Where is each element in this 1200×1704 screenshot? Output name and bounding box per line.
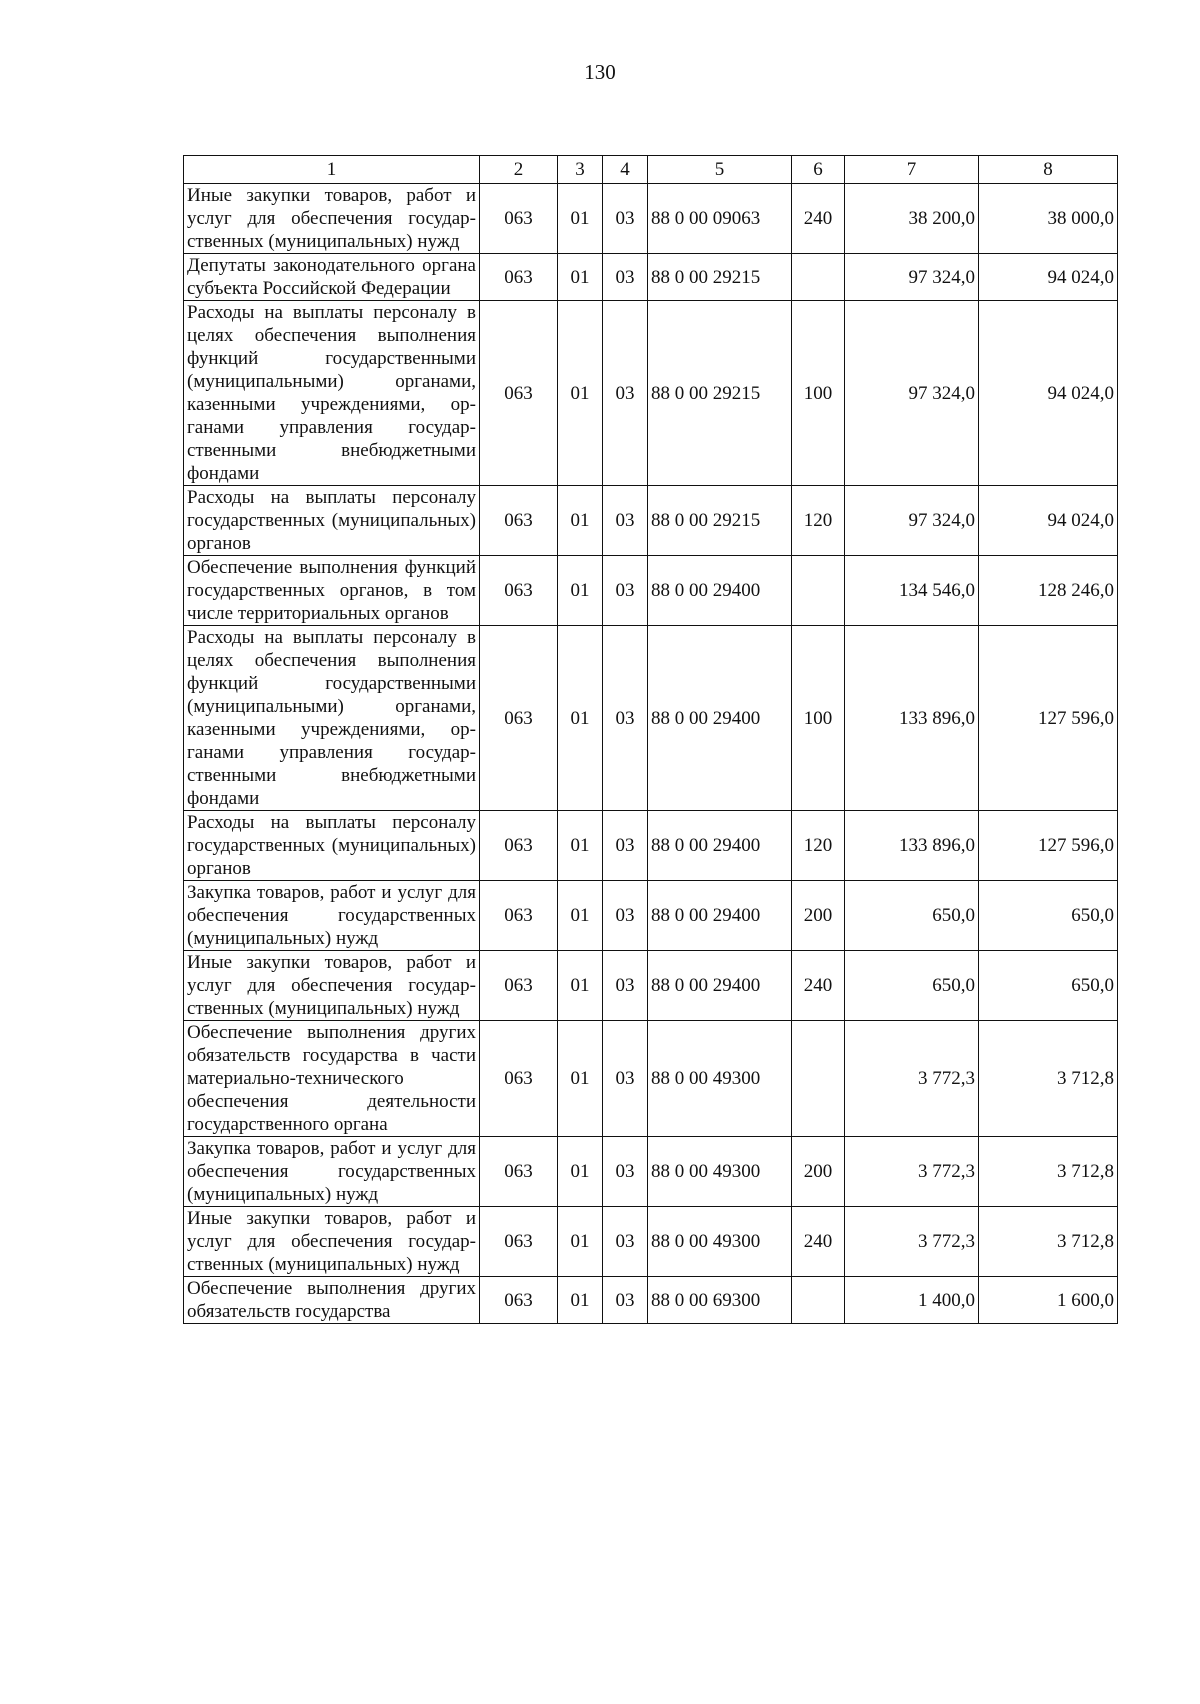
cell-code-5: 88 0 00 29400 bbox=[648, 626, 792, 811]
cell-code-3: 01 bbox=[558, 811, 603, 881]
table-row bbox=[184, 486, 1118, 556]
table-row bbox=[184, 1137, 1118, 1207]
cell-name: Расходы на выплаты персоналу государственных (муниципальных) органов bbox=[184, 811, 480, 881]
cell-amount-8: 38 000,0 bbox=[979, 184, 1118, 254]
cell-code-4: 03 bbox=[603, 486, 648, 556]
cell-amount-8: 650,0 bbox=[979, 951, 1118, 1021]
header-row bbox=[184, 156, 1118, 184]
cell-amount-8: 128 246,0 bbox=[979, 556, 1118, 626]
cell-code-2: 063 bbox=[480, 811, 558, 881]
cell-code-3: 01 bbox=[558, 1021, 603, 1137]
table-row bbox=[184, 811, 1118, 881]
cell-code-5: 88 0 00 09063 bbox=[648, 184, 792, 254]
cell-code-3: 01 bbox=[558, 626, 603, 811]
cell-amount-7: 133 896,0 bbox=[845, 626, 979, 811]
cell-amount-8: 650,0 bbox=[979, 881, 1118, 951]
cell-code-3: 01 bbox=[558, 1137, 603, 1207]
cell-code-2: 063 bbox=[480, 184, 558, 254]
cell-name: Иные закупки товаров, работ и услуг для обеспечения государственных (муниципальных) нужд bbox=[184, 951, 480, 1021]
cell-code-6 bbox=[792, 1277, 845, 1324]
cell-name: Расходы на выплаты персоналу государственных (муниципальных) органов bbox=[184, 486, 480, 556]
header-col-7: 7 bbox=[845, 156, 979, 184]
cell-code-6: 240 bbox=[792, 1207, 845, 1277]
cell-code-6: 120 bbox=[792, 811, 845, 881]
cell-code-5: 88 0 00 69300 bbox=[648, 1277, 792, 1324]
cell-name: Расходы на выплаты персоналу в целях обеспечения выполнения функций государственными (муниципальными) органами, казенными учреждениями, органами управления государственными внебюджетными фондами bbox=[184, 626, 480, 811]
cell-code-3: 01 bbox=[558, 486, 603, 556]
cell-code-2: 063 bbox=[480, 486, 558, 556]
cell-code-5: 88 0 00 29400 bbox=[648, 881, 792, 951]
cell-code-6: 240 bbox=[792, 951, 845, 1021]
cell-code-2: 063 bbox=[480, 301, 558, 486]
cell-code-3: 01 bbox=[558, 556, 603, 626]
cell-code-2: 063 bbox=[480, 1021, 558, 1137]
table-row bbox=[184, 1021, 1118, 1137]
cell-code-5: 88 0 00 49300 bbox=[648, 1021, 792, 1137]
header-col-2: 2 bbox=[480, 156, 558, 184]
table-row bbox=[184, 626, 1118, 811]
cell-code-5: 88 0 00 29400 bbox=[648, 951, 792, 1021]
cell-code-6: 200 bbox=[792, 881, 845, 951]
cell-amount-7: 97 324,0 bbox=[845, 301, 979, 486]
cell-code-5: 88 0 00 29215 bbox=[648, 486, 792, 556]
cell-amount-7: 650,0 bbox=[845, 881, 979, 951]
cell-amount-7: 3 772,3 bbox=[845, 1137, 979, 1207]
table-row bbox=[184, 1207, 1118, 1277]
cell-code-2: 063 bbox=[480, 626, 558, 811]
cell-amount-7: 650,0 bbox=[845, 951, 979, 1021]
cell-code-6: 100 bbox=[792, 301, 845, 486]
cell-code-2: 063 bbox=[480, 881, 558, 951]
cell-code-4: 03 bbox=[603, 951, 648, 1021]
cell-code-5: 88 0 00 29400 bbox=[648, 811, 792, 881]
cell-name: Обеспечение выполнения других обязательств государства bbox=[184, 1277, 480, 1324]
cell-amount-8: 3 712,8 bbox=[979, 1207, 1118, 1277]
cell-code-4: 03 bbox=[603, 301, 648, 486]
header-col-1: 1 bbox=[184, 156, 480, 184]
cell-amount-8: 94 024,0 bbox=[979, 486, 1118, 556]
cell-amount-7: 1 400,0 bbox=[845, 1277, 979, 1324]
page-number: 130 bbox=[584, 60, 616, 84]
cell-code-3: 01 bbox=[558, 301, 603, 486]
cell-code-3: 01 bbox=[558, 184, 603, 254]
cell-code-4: 03 bbox=[603, 1137, 648, 1207]
table-row bbox=[184, 881, 1118, 951]
cell-code-4: 03 bbox=[603, 626, 648, 811]
header-col-6: 6 bbox=[792, 156, 845, 184]
cell-name: Закупка товаров, работ и услуг для обеспечения государственных (муниципальных) нужд bbox=[184, 881, 480, 951]
cell-code-6: 120 bbox=[792, 486, 845, 556]
cell-code-6 bbox=[792, 254, 845, 301]
cell-amount-7: 3 772,3 bbox=[845, 1207, 979, 1277]
cell-code-5: 88 0 00 49300 bbox=[648, 1207, 792, 1277]
cell-code-2: 063 bbox=[480, 1137, 558, 1207]
cell-amount-8: 127 596,0 bbox=[979, 811, 1118, 881]
table-row bbox=[184, 951, 1118, 1021]
cell-code-4: 03 bbox=[603, 184, 648, 254]
cell-amount-7: 38 200,0 bbox=[845, 184, 979, 254]
cell-code-6 bbox=[792, 556, 845, 626]
cell-name: Закупка товаров, работ и услуг для обеспечения государственных (муниципальных) нужд bbox=[184, 1137, 480, 1207]
cell-amount-7: 134 546,0 bbox=[845, 556, 979, 626]
cell-code-4: 03 bbox=[603, 881, 648, 951]
cell-code-2: 063 bbox=[480, 556, 558, 626]
cell-name: Депутаты законодательного органа субъекта Российской Федерации bbox=[184, 254, 480, 301]
cell-code-4: 03 bbox=[603, 1207, 648, 1277]
cell-name: Иные закупки товаров, работ и услуг для обеспечения государственных (муниципальных) нужд bbox=[184, 1207, 480, 1277]
cell-amount-8: 94 024,0 bbox=[979, 301, 1118, 486]
cell-code-4: 03 bbox=[603, 1021, 648, 1137]
cell-code-4: 03 bbox=[603, 254, 648, 301]
cell-amount-8: 94 024,0 bbox=[979, 254, 1118, 301]
cell-code-6: 200 bbox=[792, 1137, 845, 1207]
header-col-3: 3 bbox=[558, 156, 603, 184]
header-col-5: 5 bbox=[648, 156, 792, 184]
table-row bbox=[184, 1277, 1118, 1324]
cell-code-2: 063 bbox=[480, 1207, 558, 1277]
cell-amount-7: 3 772,3 bbox=[845, 1021, 979, 1137]
cell-name: Расходы на выплаты персоналу в целях обеспечения выполнения функций государственными (муниципальными) органами, казенными учреждениями, органами управления государственными внебюджетными фондами bbox=[184, 301, 480, 486]
cell-code-4: 03 bbox=[603, 811, 648, 881]
cell-code-5: 88 0 00 29215 bbox=[648, 254, 792, 301]
cell-code-3: 01 bbox=[558, 881, 603, 951]
cell-amount-8: 3 712,8 bbox=[979, 1137, 1118, 1207]
cell-amount-7: 133 896,0 bbox=[845, 811, 979, 881]
table-row bbox=[184, 301, 1118, 486]
cell-code-3: 01 bbox=[558, 1207, 603, 1277]
cell-code-3: 01 bbox=[558, 1277, 603, 1324]
table-row bbox=[184, 254, 1118, 301]
cell-code-2: 063 bbox=[480, 1277, 558, 1324]
table-header bbox=[184, 156, 1118, 184]
cell-name: Обеспечение выполнения других обязательств государства в части материально-технического обеспечения деятельности государственного органа bbox=[184, 1021, 480, 1137]
cell-code-2: 063 bbox=[480, 254, 558, 301]
table-body bbox=[184, 184, 1118, 1324]
cell-code-2: 063 bbox=[480, 951, 558, 1021]
cell-code-6: 240 bbox=[792, 184, 845, 254]
cell-code-3: 01 bbox=[558, 951, 603, 1021]
cell-amount-7: 97 324,0 bbox=[845, 254, 979, 301]
cell-code-6 bbox=[792, 1021, 845, 1137]
header-col-8: 8 bbox=[979, 156, 1118, 184]
cell-name: Обеспечение выполнения функций государственных органов, в том числе территориальных органов bbox=[184, 556, 480, 626]
cell-amount-7: 97 324,0 bbox=[845, 486, 979, 556]
cell-amount-8: 3 712,8 bbox=[979, 1021, 1118, 1137]
cell-code-6: 100 bbox=[792, 626, 845, 811]
cell-code-3: 01 bbox=[558, 254, 603, 301]
cell-code-5: 88 0 00 49300 bbox=[648, 1137, 792, 1207]
cell-amount-8: 127 596,0 bbox=[979, 626, 1118, 811]
cell-code-5: 88 0 00 29215 bbox=[648, 301, 792, 486]
cell-code-4: 03 bbox=[603, 556, 648, 626]
header-col-4: 4 bbox=[603, 156, 648, 184]
cell-code-5: 88 0 00 29400 bbox=[648, 556, 792, 626]
table-row bbox=[184, 184, 1118, 254]
cell-amount-8: 1 600,0 bbox=[979, 1277, 1118, 1324]
table-row bbox=[184, 556, 1118, 626]
cell-code-4: 03 bbox=[603, 1277, 648, 1324]
budget-table bbox=[183, 155, 1118, 1324]
cell-name: Иные закупки товаров, работ и услуг для обеспечения государственных (муниципальных) нужд bbox=[184, 184, 480, 254]
